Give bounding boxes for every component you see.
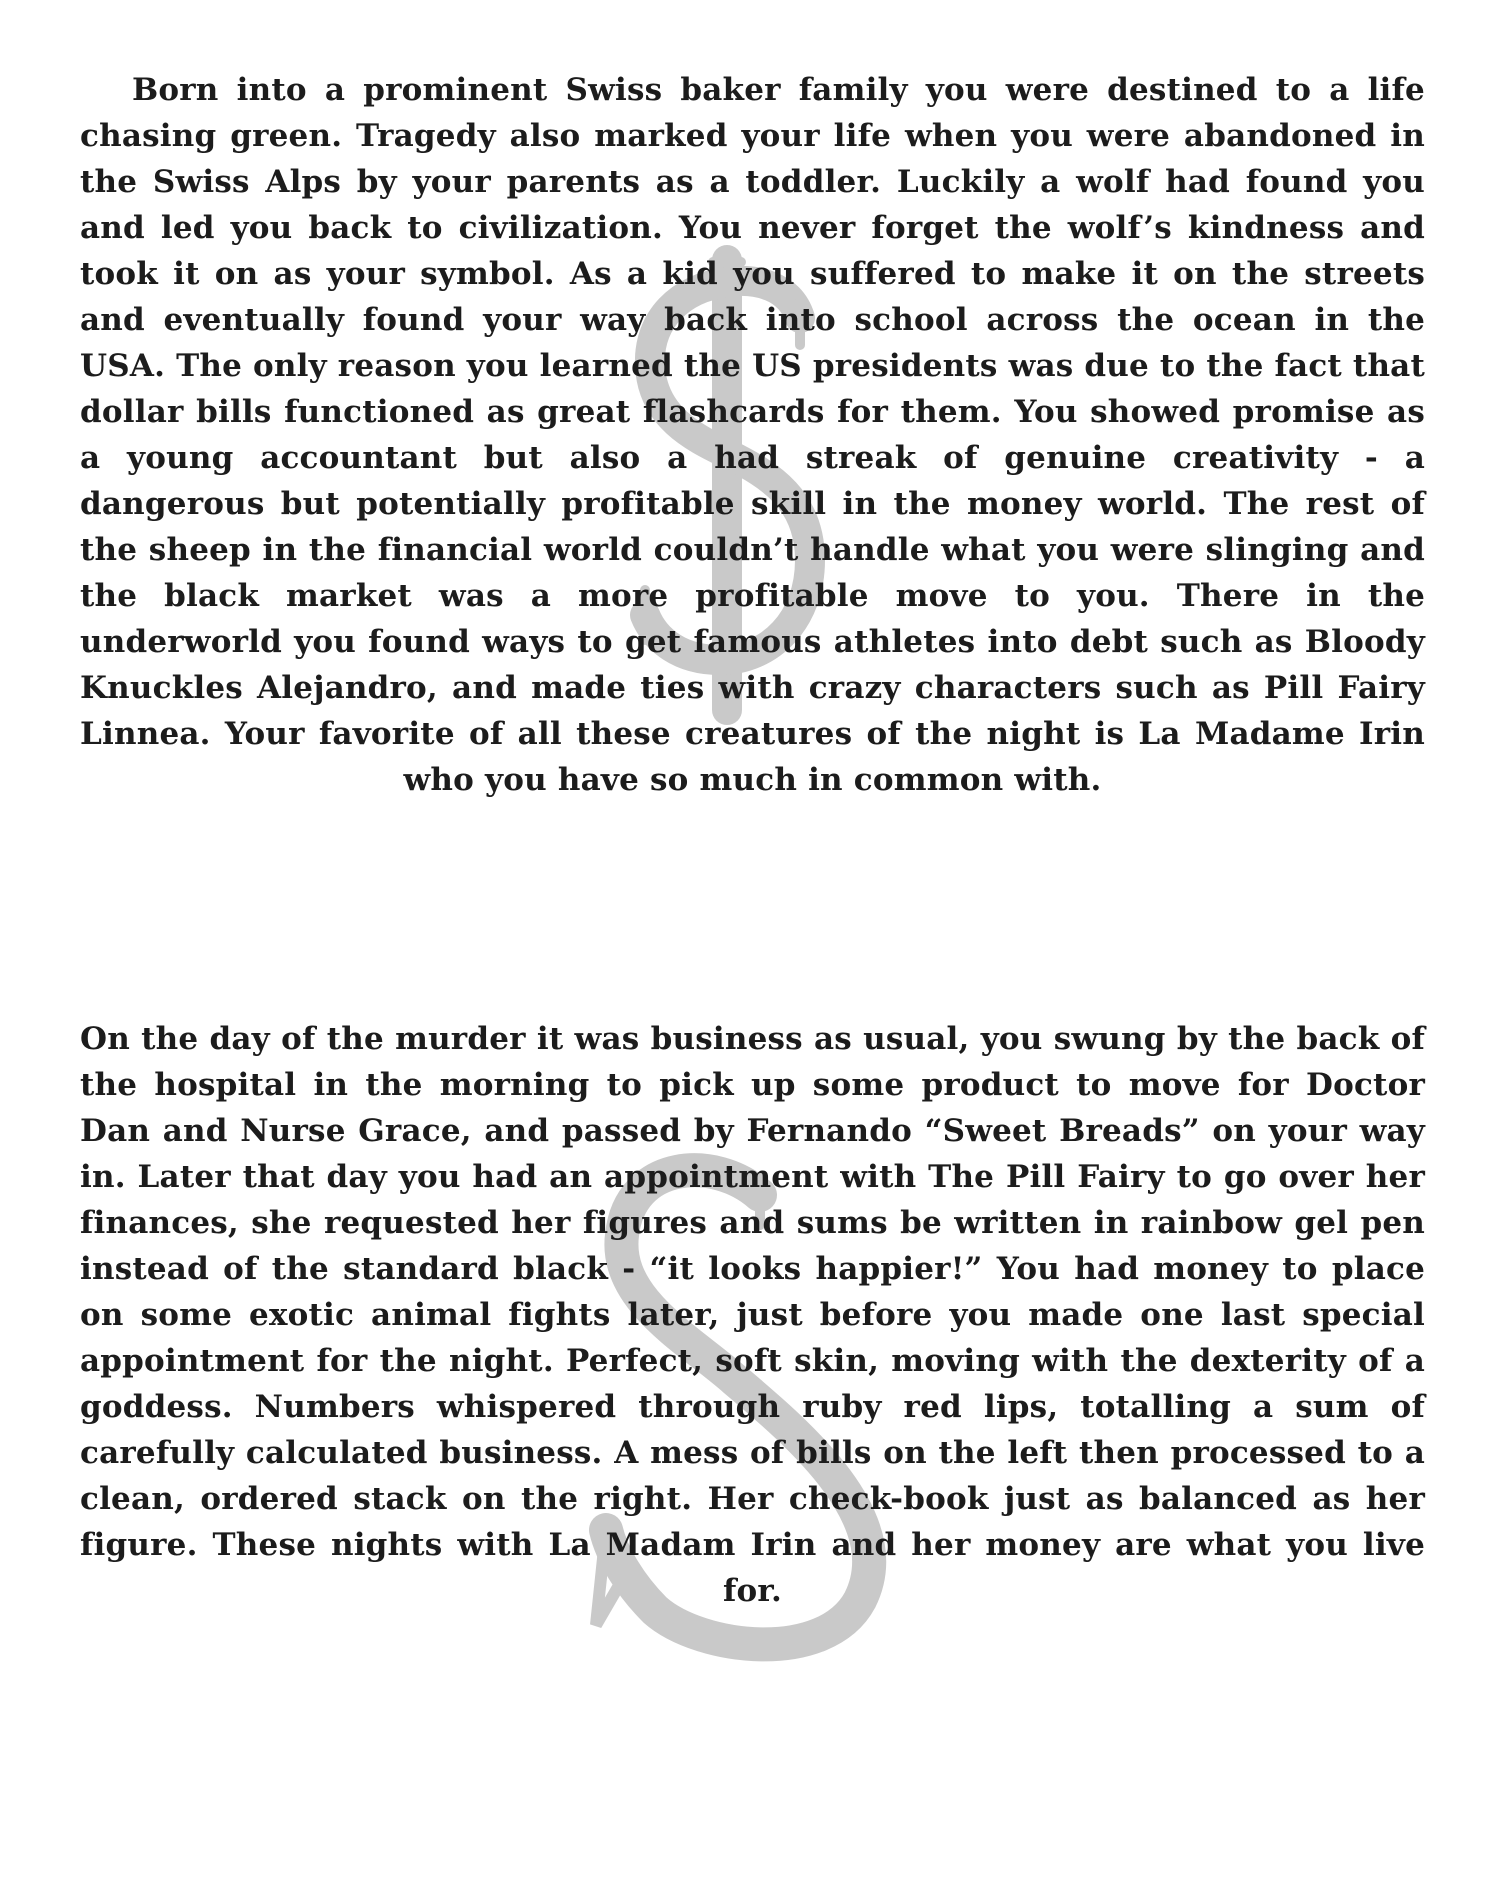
murder-day-paragraph: On the day of the murder it was business as usual, you swung by the back of the hospital in the morning to pick up some product to move for Doctor Dan and Nurse Grace, and passed by Fernando “Sweet Breads” on your way in. Later that day you had an appointment with The Pill Fairy to go over her finances, she requested her figures and sums be written in rainbow gel pen instead of the standard black - “it looks happier!” You had money to place on some exotic animal fights later, just before you made one last special appointment for the night. Perfect, soft skin, moving with the dexterity of a goddess. Numbers whispered through ruby red lips, totalling a sum of carefully calculated business. A mess of bills on the left then processed to a clean, ordered stack on the right. Her check-book just as balanced as her figure. These nights with La Madam Irin and her money are what you live for.	[80, 1021, 1425, 1609]
backstory-paragraph: Born into a prominent Swiss baker family you were destined to a life chasing green. Tragedy also marked your life when you were abandoned in the Swiss Alps by your parents as a toddler. Luckily a wolf had found you and led you back to civilization. You never forget the wolf’s kindness and took it on as your symbol. As a kid you suffered to make it on the streets and eventually found your way back into school across the ocean in the USA. The only reason you learned the US presidents was due to the fact that dollar bills functioned as great flashcards for them. You showed promise as a young accountant but also a had streak of genuine creativity - a dangerous but potentially profitable skill in the money world. The rest of the sheep in the financial world couldn’t handle what you were slinging and the black market was a more profitable move to you. There in the underworld you found ways to get famous athletes into debt such as Bloody Knuckles Alejandro, and made ties with crazy characters such as Pill Fairy Linnea. Your favorite of all these creatures of the night is La Madame Irin who you have so much in common with.	[80, 72, 1425, 798]
